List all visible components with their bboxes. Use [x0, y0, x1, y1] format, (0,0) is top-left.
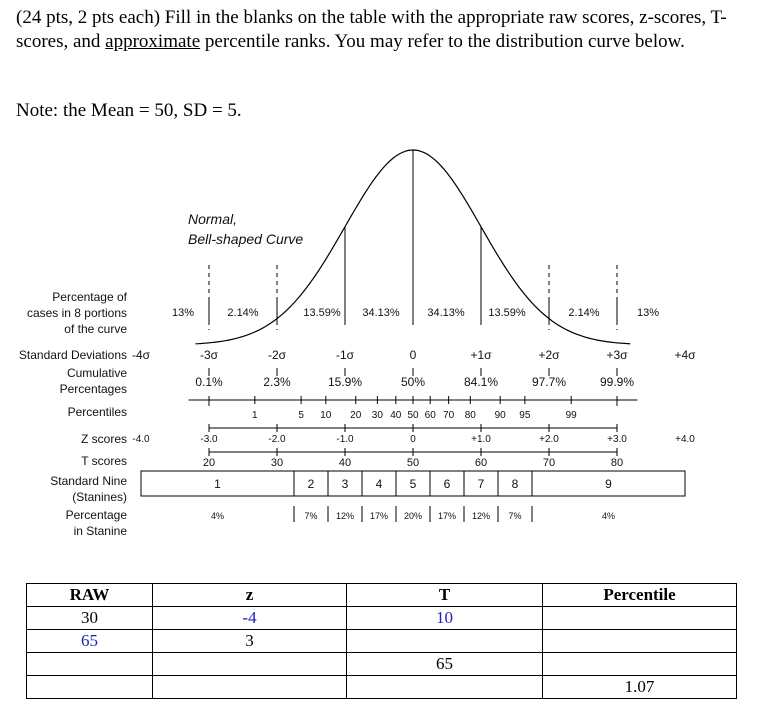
sd-label: -3σ — [199, 348, 219, 362]
percentile-label: 50 — [407, 410, 419, 421]
cell-percentile[interactable]: 1.07 — [543, 676, 737, 699]
portion-percentage-label: 13.59% — [488, 307, 526, 319]
row-label: cases in 8 portions — [26, 306, 127, 320]
cell-t[interactable]: 65 — [347, 653, 543, 676]
header-z: z — [153, 584, 347, 607]
t-score-label: 30 — [270, 457, 284, 469]
row-label: Standard Deviations — [18, 348, 127, 362]
percentile-label: 95 — [519, 410, 531, 421]
answer-table — [26, 583, 737, 699]
cumulative-label: 99.9% — [599, 375, 635, 389]
stanine-percentage-label: 12% — [335, 511, 355, 521]
stanine-label: 7 — [477, 477, 485, 491]
table-row — [27, 630, 737, 653]
portion-percentage-label: 2.14% — [227, 307, 259, 319]
cell-t[interactable] — [347, 676, 543, 699]
z-score-label: +3.0 — [607, 434, 627, 445]
cell-percentile[interactable] — [543, 630, 737, 653]
stanine-label: 3 — [341, 477, 349, 491]
stanine-label: 4 — [375, 477, 383, 491]
t-score-label: 80 — [610, 457, 624, 469]
sd-label: -1σ — [335, 348, 355, 362]
portion-percentage-label: 2.14% — [568, 307, 600, 319]
portion-percentage-label: 13% — [171, 307, 195, 319]
z-score-label: +4.0 — [675, 434, 695, 445]
note-text: Note: the Mean = 50, SD = 5. — [16, 100, 242, 121]
row-label: Percentage of — [52, 290, 127, 304]
percentile-label: 30 — [371, 410, 383, 421]
stanine-label: 9 — [605, 477, 612, 491]
cumulative-label: 15.9% — [327, 375, 363, 389]
stanine-label: 5 — [409, 477, 417, 491]
question-underlined-word: approximate — [105, 31, 201, 52]
percentile-label: 90 — [494, 410, 506, 421]
cell-z[interactable] — [153, 653, 347, 676]
portion-percentage-label: 34.13% — [427, 307, 465, 319]
cell-z[interactable] — [153, 676, 347, 699]
z-score-label: +2.0 — [539, 434, 559, 445]
z-score-label: -1.0 — [336, 434, 354, 445]
cell-t[interactable]: 10 — [347, 607, 543, 630]
question-text — [16, 6, 761, 54]
cell-raw[interactable] — [27, 653, 153, 676]
stanine-percentage-label: 7% — [508, 511, 522, 521]
percentile-label: 20 — [350, 410, 362, 421]
t-score-label: 20 — [202, 457, 216, 469]
header-raw: RAW — [27, 584, 153, 607]
row-label: Z scores — [80, 432, 127, 446]
chart-text — [19, 211, 696, 538]
header-percentile: Percentile — [543, 584, 737, 607]
stanine-label: 8 — [511, 477, 519, 491]
cell-raw[interactable]: 30 — [27, 607, 153, 630]
percentile-label: 40 — [390, 410, 402, 421]
sd-label: +4σ — [674, 348, 696, 362]
percentile-label: 70 — [443, 410, 455, 421]
portion-percentage-label: 13% — [636, 307, 660, 319]
stanine-percentage-label: 4% — [601, 511, 616, 521]
stanine-percentage-label: 17% — [437, 511, 457, 521]
row-label: Percentages — [59, 382, 127, 396]
stanine-label: 6 — [443, 477, 451, 491]
stanine-percentage-label: 4% — [210, 511, 225, 521]
t-score-label: 40 — [338, 457, 352, 469]
cumulative-label: 0.1% — [195, 375, 223, 389]
cumulative-label: 84.1% — [463, 375, 499, 389]
distribution-chart — [0, 140, 775, 570]
cell-z[interactable]: -4 — [153, 607, 347, 630]
stanine-percentage-label: 20% — [403, 511, 423, 521]
cell-percentile[interactable] — [543, 607, 737, 630]
table-row — [27, 607, 737, 630]
percentile-label: 1 — [252, 410, 258, 421]
header-t: T — [347, 584, 543, 607]
z-score-label: -3.0 — [200, 434, 218, 445]
percentile-label: 10 — [320, 410, 332, 421]
row-label: in Stanine — [73, 524, 127, 538]
cell-raw[interactable] — [27, 676, 153, 699]
cell-percentile[interactable] — [543, 653, 737, 676]
sd-label: +1σ — [470, 348, 492, 362]
cumulative-label: 97.7% — [531, 375, 567, 389]
t-score-label: 60 — [474, 457, 488, 469]
stanine-percentage-label: 17% — [369, 511, 389, 521]
cumulative-label: 50% — [400, 375, 426, 389]
z-score-label: 0 — [410, 434, 416, 445]
portion-percentage-label: 13.59% — [303, 307, 341, 319]
table-row — [27, 676, 737, 699]
percentile-label: 80 — [464, 410, 476, 421]
stanine-label: 1 — [214, 477, 221, 491]
question-part-2: percentile ranks. You may refer to the distribution curve below. — [200, 31, 685, 52]
z-score-label: -4.0 — [132, 434, 150, 445]
question-part-1: (24 pts, 2 pts each) Fill in the blanks on the table with the appropriate raw scores, z-scores, T-scores, and — [16, 7, 727, 52]
portion-percentage-label: 34.13% — [362, 307, 400, 319]
sd-label: +2σ — [538, 348, 560, 362]
row-label: T scores — [81, 454, 127, 468]
stanine-percentage-label: 7% — [304, 511, 318, 521]
sd-label: -2σ — [267, 348, 287, 362]
cell-z[interactable]: 3 — [153, 630, 347, 653]
percentile-label: 5 — [298, 410, 304, 421]
percentile-label: 99 — [565, 410, 577, 421]
t-score-label: 70 — [542, 457, 556, 469]
row-label: Standard Nine — [50, 474, 127, 488]
table-row — [27, 653, 737, 676]
row-label: (Stanines) — [72, 490, 127, 504]
cumulative-label: 2.3% — [263, 375, 291, 389]
curve-title-line-2: Bell-shaped Curve — [188, 231, 304, 247]
sd-label: +3σ — [606, 348, 628, 362]
row-label: of the curve — [64, 322, 127, 336]
stanine-label: 2 — [307, 477, 315, 491]
row-label: Cumulative — [66, 366, 127, 380]
row-label: Percentage — [65, 508, 127, 522]
z-score-label: -2.0 — [268, 434, 286, 445]
t-score-label: 50 — [406, 457, 420, 469]
table-header-row — [27, 584, 737, 607]
row-label: Percentiles — [67, 405, 127, 419]
sd-label: 0 — [409, 348, 417, 362]
sd-label: -4σ — [131, 348, 151, 362]
z-score-label: +1.0 — [471, 434, 491, 445]
percentile-label: 60 — [424, 410, 436, 421]
cell-t[interactable] — [347, 630, 543, 653]
stanine-percentage-label: 12% — [471, 511, 491, 521]
cell-raw[interactable]: 65 — [27, 630, 153, 653]
curve-title-line-1: Normal, — [188, 211, 238, 227]
